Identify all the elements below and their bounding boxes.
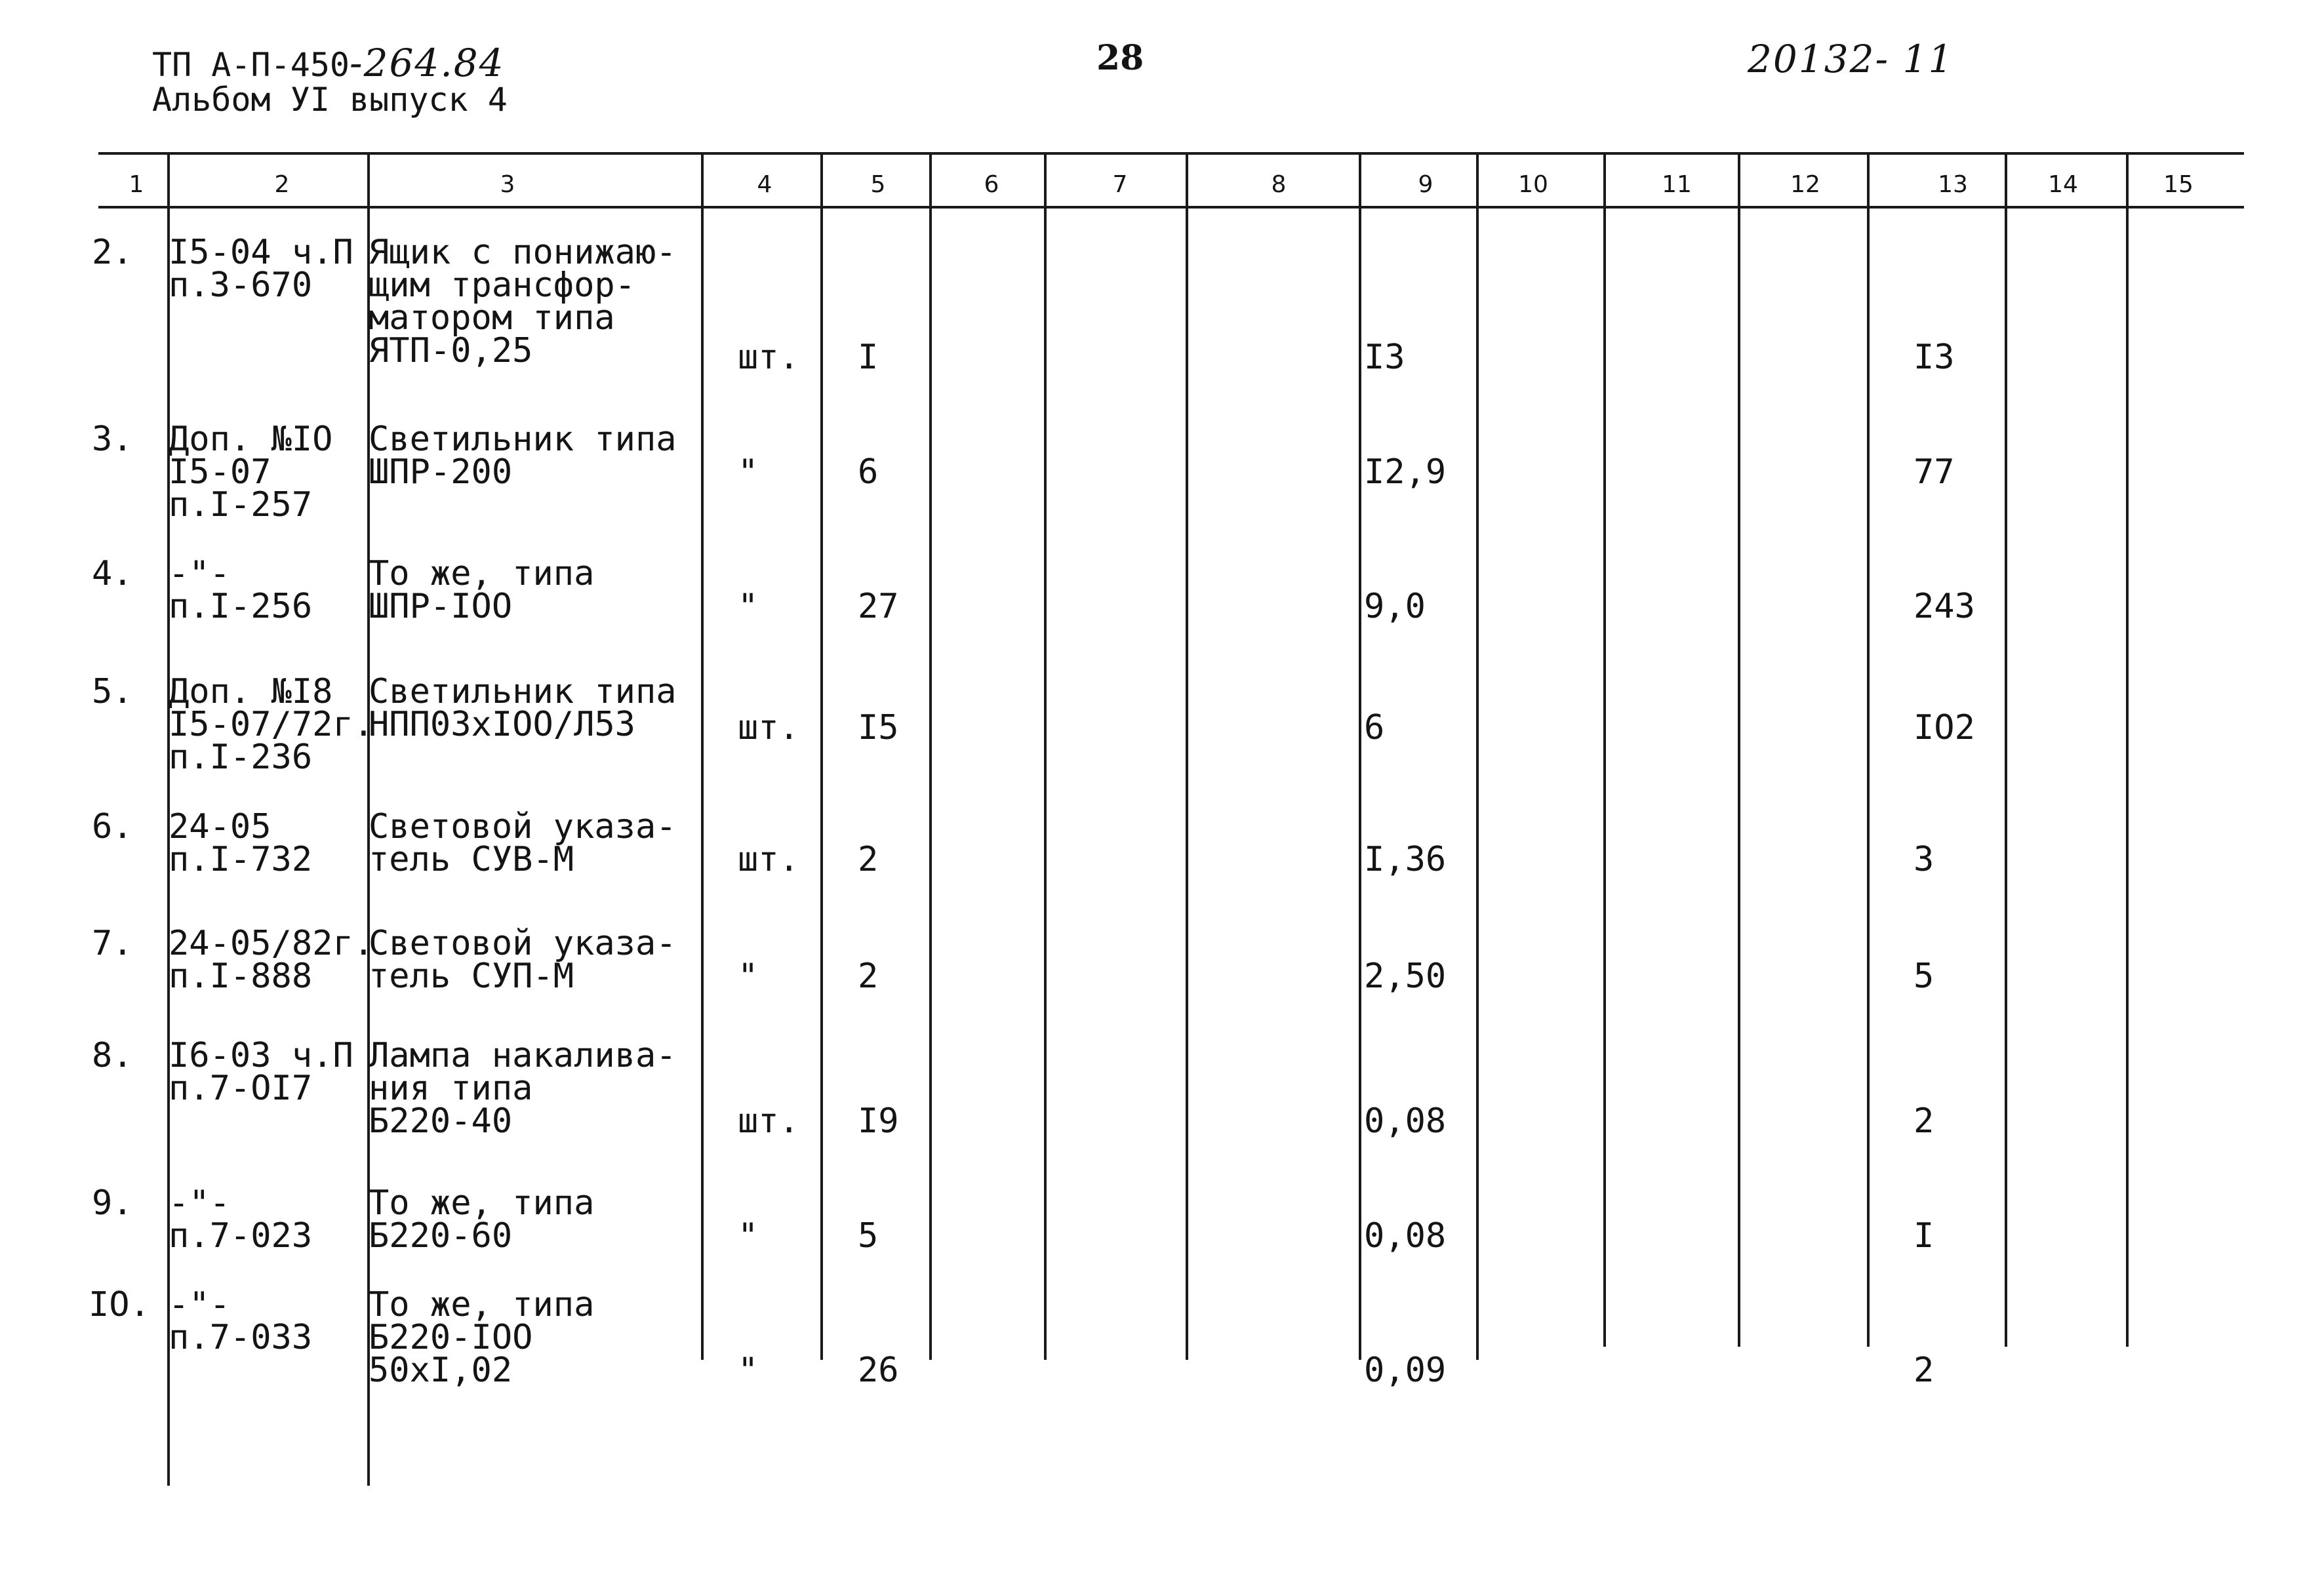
row-col9-value: 6 (1364, 708, 1385, 747)
row-unit: шт. (738, 1102, 799, 1141)
row-col13-value: 3 (1913, 840, 1934, 879)
row-col9-value: 0,08 (1364, 1102, 1447, 1141)
row-col9-value: 2,50 (1364, 957, 1447, 996)
row-unit: шт. (738, 708, 799, 747)
row-reference: I6-03 ч.П п.7-OI7 (169, 1036, 353, 1108)
col-divider (2126, 155, 2129, 1347)
row-quantity: 2 (858, 957, 879, 996)
row-number: 6. (92, 807, 133, 846)
table-row (0, 1285, 2324, 1390)
row-reference: I5-04 ч.П п.3-670 (169, 233, 353, 305)
row-reference: -"- п.7-023 (169, 1183, 313, 1256)
column-number: 3 (500, 171, 515, 198)
row-quantity: 26 (858, 1351, 899, 1390)
row-col13-value: 77 (1913, 452, 1955, 492)
col-divider (820, 155, 823, 1360)
col-divider (1603, 155, 1606, 1347)
row-reference: 24-05 п.I-732 (169, 807, 313, 879)
header-bottom-rule (98, 206, 2244, 208)
row-col9-value: I,36 (1364, 840, 1447, 879)
row-quantity: 27 (858, 587, 899, 626)
row-reference: -"- п.7-033 (169, 1285, 313, 1357)
row-col13-value: 2 (1913, 1102, 1934, 1141)
row-reference: Доп. №I8 I5-07/72г. п.I-236 (169, 672, 374, 777)
column-number: 11 (1662, 171, 1692, 198)
row-col13-value: 243 (1913, 587, 1975, 626)
col-divider (1738, 155, 1740, 1347)
document-code-handwritten: -264.84 (350, 41, 505, 85)
column-number: 10 (1518, 171, 1548, 198)
column-number: 8 (1271, 171, 1287, 198)
row-number: IO. (89, 1285, 150, 1324)
col-divider (1359, 155, 1361, 1360)
col-divider (1867, 155, 1870, 1347)
row-number: 8. (92, 1036, 133, 1075)
row-unit: шт. (738, 338, 799, 377)
row-col13-value: I (1913, 1216, 1934, 1256)
table-row (0, 672, 2324, 777)
column-number: 9 (1418, 171, 1433, 198)
column-number: 1 (129, 171, 144, 198)
row-col9-value: I2,9 (1364, 452, 1447, 492)
row-reference: 24-05/82г. п.I-888 (169, 924, 374, 996)
col-divider (2005, 155, 2007, 1347)
row-name: Лампа накалива- ния типа Б220-40 (369, 1036, 677, 1141)
row-col13-value: 5 (1913, 957, 1934, 996)
col-divider (1044, 155, 1047, 1360)
row-quantity: I9 (858, 1102, 899, 1141)
row-col13-value: IO2 (1913, 708, 1975, 747)
column-number: 6 (984, 171, 999, 198)
row-number: 5. (92, 672, 133, 711)
sheet-code-handwritten: 20132- 11 (1748, 37, 1954, 81)
row-col9-value: I3 (1364, 338, 1405, 377)
table-row (0, 233, 2324, 377)
row-reference: Доп. №IO I5-07 п.I-257 (169, 420, 333, 525)
col-divider (1476, 155, 1479, 1360)
row-number: 4. (92, 554, 133, 593)
row-col13-value: 2 (1913, 1351, 1934, 1390)
row-quantity: 5 (858, 1216, 879, 1256)
column-number: 2 (274, 171, 290, 198)
row-quantity: I (858, 338, 879, 377)
row-quantity: I5 (858, 708, 899, 747)
row-number: 7. (92, 924, 133, 963)
table-row (0, 924, 2324, 996)
column-number: 15 (2163, 171, 2194, 198)
row-unit: " (738, 452, 759, 492)
album-label: Альбом УI выпуск 4 (152, 81, 508, 119)
col-divider (929, 155, 932, 1360)
row-col9-value: 0,08 (1364, 1216, 1447, 1256)
row-unit: " (738, 1216, 759, 1256)
row-col13-value: I3 (1913, 338, 1955, 377)
row-name: То же, типа Б220-IOO 50хI,02 (369, 1285, 595, 1390)
row-name: То же, типа ШПР-IOO (369, 554, 595, 626)
row-col9-value: 0,09 (1364, 1351, 1447, 1390)
column-number: 13 (1938, 171, 1968, 198)
col-divider (1186, 155, 1188, 1360)
row-name: Ящик с понижаю- щим трансфор- матором типа ЯТП-0,25 (369, 233, 677, 370)
table-top-rule (98, 152, 2244, 155)
column-number: 4 (757, 171, 772, 198)
row-name: Световой указа- тель СУП-М (369, 924, 677, 996)
row-number: 3. (92, 420, 133, 459)
row-unit: " (738, 1351, 759, 1390)
row-reference: -"- п.I-256 (169, 554, 313, 626)
page-number: 28 (1096, 38, 1144, 78)
row-col9-value: 9,0 (1364, 587, 1426, 626)
row-name: Светильник типа НПП03хIOO/Л53 (369, 672, 677, 744)
table-row (0, 807, 2324, 879)
row-number: 9. (92, 1183, 133, 1223)
row-name: Светильник типа ШПР-200 (369, 420, 677, 492)
row-quantity: 2 (858, 840, 879, 879)
row-name: То же, типа Б220-60 (369, 1183, 595, 1256)
row-name: Световой указа- тель СУВ-М (369, 807, 677, 879)
document-code-printed: ТП А-П-450 (152, 46, 350, 84)
column-number: 7 (1112, 171, 1128, 198)
document-code (152, 41, 505, 85)
row-unit: шт. (738, 840, 799, 879)
row-quantity: 6 (858, 452, 879, 492)
table-row (0, 1036, 2324, 1141)
column-number: 5 (870, 171, 886, 198)
row-unit: " (738, 587, 759, 626)
row-number: 2. (92, 233, 133, 272)
column-number: 12 (1790, 171, 1820, 198)
col-divider (701, 155, 704, 1360)
row-unit: " (738, 957, 759, 996)
table-row (0, 554, 2324, 626)
column-number: 14 (2048, 171, 2078, 198)
table-row (0, 420, 2324, 525)
